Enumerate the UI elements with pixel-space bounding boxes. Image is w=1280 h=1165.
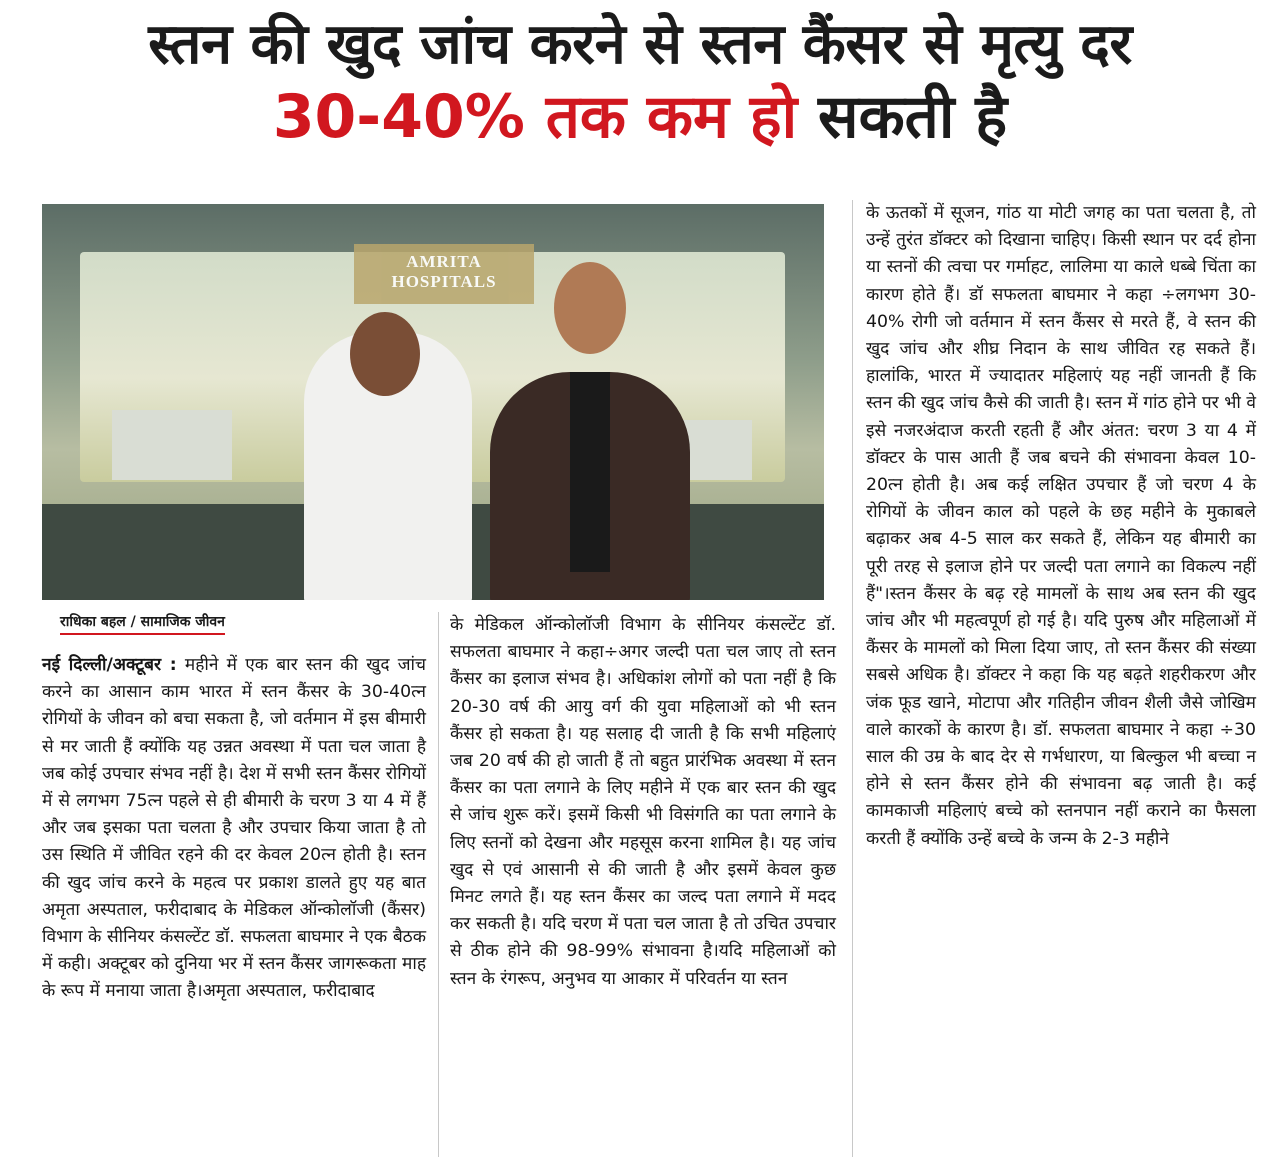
- column-divider: [438, 612, 439, 1157]
- headline: [0, 14, 1280, 150]
- photo-person-shirt: [570, 372, 610, 572]
- article-column-3: के ऊतकों में सूजन, गांठ या मोटी जगह का पता चलता है, तो उन्हें तुरंत डॉक्टर को दिखाना चाहिए। किसी स्थान पर दर्द होना या स्तनों की त्वचा पर गर्माहट, लालिमा या काले धब्बे चिंता का कारण होते हैं। डॉ सफलता बाघमार ने कहा ÷लगभग 30-40% रोगी जो वर्तमान में स्तन कैंसर से मरते हैं, वे स्तन की खुद जांच और शीघ्र निदान के साथ जीवित रह सकते हैं। हालांकि, भारत में ज्यादातर महिलाएं यह नहीं जानती हैं कि स्तन की खुद जांच कैसे की जाती है। स्तन में गांठ होने पर भी वे इसे नजरअंदाज करती रहती हैं और अंतत: चरण 3 या 4 में डॉक्टर के पास आती हैं जब बचने की संभावना केवल 10-20त्न होती है। अब कई लक्षित उपचार हैं जो चरण 4 के रोगियों के जीवन काल को पहले के छह महीने के मुकाबले बढ़ाकर अब 4-5 साल कर सकते हैं, लेकिन यह बीमारी का पूरी तरह से इलाज होने पर जल्दी पता लगाने का विकल्प नहीं हैं"।स्तन कैंसर के बढ़ रहे मामलों के साथ अब स्तन की खुद जांच और भी महत्वपूर्ण हो गई है। यदि पुरुष और महिलाओं में कैंसर के मामलों को मिला दिया जाए, तो स्तन कैंसर की संख्या सबसे अधिक है। डॉक्टर ने कहा कि यह बढ़ते शहरीकरण और जंक फूड खाने, मोटापा और गतिहीन जीवन शैली जैसे जोखिम वाले कारकों के कारण है। डॉ. सफलता बाघमार ने कहा ÷30 साल की उम्र के बाद देर से गर्भधारण, या बिल्कुल भी बच्चा न होने से स्तन कैंसर होने की संभावना बढ़ जाती है। कई कामकाजी महिलाएं बच्चे को स्तनपान नहीं कराने का फैसला करती हैं क्योंकि उन्हें बच्चे के जन्म के 2-3 महीने: [866, 203, 1256, 849]
- headline-highlight: 30-40% तक कम हो: [272, 81, 798, 152]
- headline-line-1: स्तन की खुद जांच करने से स्तन कैंसर से मृत्यु दर: [148, 12, 1132, 77]
- column-1-text: महीने में एक बार स्तन की खुद जांच करने का आसान काम भारत में स्तन कैंसर के 30-40त्न रोगियों के जीवन को बचा सकता है, जो वर्तमान में इस बीमारी से मर जाती हैं क्योंकि यह उन्नत अवस्था में पता चल जाता है जब कोई उपचार संभव नहीं है। देश में सभी स्तन कैंसर रोगियों में से लगभग 75त्न पहले से ही बीमारी के चरण 3 या 4 में हैं और जब इसका पता चलता है और उपचार किया जाता है तो उस स्थिति में जीवित रहने की दर केवल 20त्न होती है। स्तन की खुद जांच करने के महत्व पर प्रकाश डालते हुए यह बात अमृता अस्पताल, फरीदाबाद के मेडिकल ऑन्कोलॉजी (कैंसर) विभाग के सीनियर कंसल्टेंट डॉ. सफलता बाघमार ने एक बैठक में कही। अक्टूबर को दुनिया भर में स्तन कैंसर जागरूकता माह के रूप में मनाया जाता है।अमृता अस्पताल, फरीदाबाद: [42, 655, 426, 1002]
- column-divider: [852, 200, 853, 1157]
- article-column-1: [42, 652, 426, 1006]
- article-column-2: के मेडिकल ऑन्कोलॉजी विभाग के सीनियर कंसल्टेंट डॉ. सफलता बाघमार ने कहा÷अगर जल्दी पता चल जाए तो स्तन कैंसर का इलाज संभव है। अधिकांश लोगों को पता नहीं है कि 20-30 वर्ष की आयु वर्ग की युवा महिलाओं को भी स्तन कैंसर हो सकता है। यह सलाह दी जाती है कि सभी महिलाएं जब 20 वर्ष की हो जाती हैं तो बहुत प्रारंभिक अवस्था में स्तन कैंसर का पता लगाने के लिए महीने में एक बार स्तन की खुद से जांच शुरू करें। इसमें किसी भी विसंगति का पता लगाने के लिए स्तनों को देखना और महसूस करना शामिल है। यह जांच खुद से एवं आसानी से की जाती है और इसमें केवल कुछ मिनट लगते हैं। यह स्तन कैंसर का जल्द पता लगाने में मदद कर सकती है। यदि चरण में पता चल जाता है तो उचित उपचार से ठीक होने की 98-99% संभावना है।यदि महिलाओं को स्तन के रंगरूप, अनुभव या आकार में परिवर्तन या स्तन: [450, 615, 836, 989]
- article-photo: [42, 204, 824, 600]
- photo-person-head: [350, 312, 420, 396]
- headline-end: सकती है: [818, 81, 1008, 152]
- headline-line-2: [0, 81, 1280, 152]
- photo-person-doctor: [304, 332, 472, 600]
- hospital-logo: AMRITA HOSPITALS: [354, 244, 534, 304]
- photo-person-head: [554, 262, 626, 354]
- dateline: नई दिल्ली/अक्टूबर :: [42, 655, 177, 675]
- photo-building: [112, 410, 232, 480]
- photo-person-man: [490, 372, 690, 600]
- byline: राधिका बहल / सामाजिक जीवन: [60, 612, 225, 635]
